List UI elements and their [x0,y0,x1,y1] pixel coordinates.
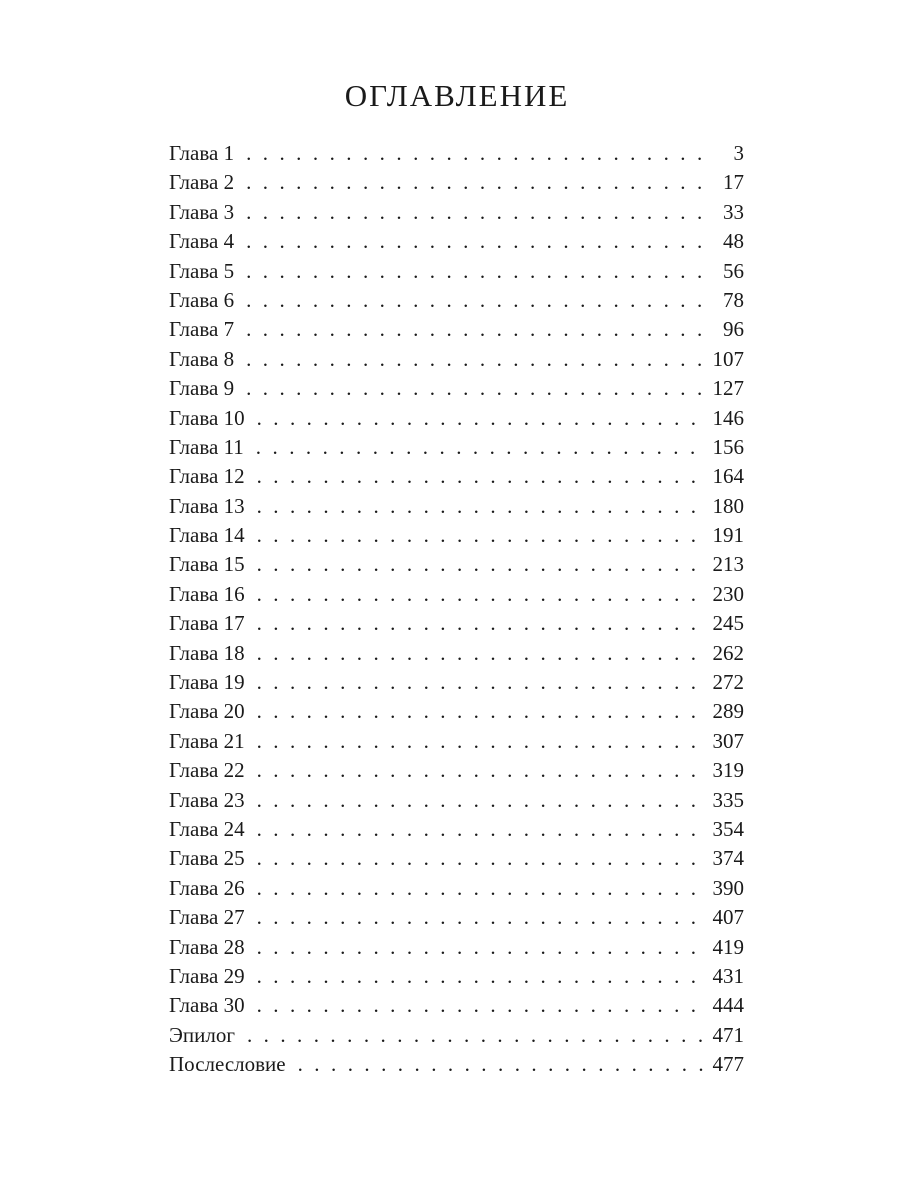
toc-entry-label: Глава 20 [169,699,245,724]
toc-entry-page-number: 471 [712,1022,744,1047]
toc-entry-page-number: 354 [712,816,744,841]
toc-entry-label: Глава 17 [169,611,245,636]
toc-entry-label: Глава 12 [169,464,245,489]
toc-entry-page-number: 127 [712,376,744,401]
toc-entry [169,874,744,903]
toc-entry-label: Глава 10 [169,405,245,430]
toc-entry-page-number: 48 [723,229,744,254]
toc-entry-label: Глава 11 [169,434,244,459]
dot-leader [246,139,708,168]
toc-entry [169,609,744,638]
toc-entry-page-number: 444 [712,993,744,1018]
toc-entry-page-number: 390 [712,875,744,900]
toc-entry [169,962,744,991]
toc-entry-page-number: 180 [712,493,744,518]
toc-entry [169,315,744,344]
dot-leader [257,933,708,962]
toc-entry-page-number: 319 [712,758,744,783]
dot-leader [257,844,708,873]
dot-leader [257,404,708,433]
toc-entry [169,727,744,756]
toc-entry [169,639,744,668]
toc-entry-page-number: 191 [712,523,744,548]
toc-entry-page-number: 3 [733,141,744,165]
toc-entry-label: Глава 21 [169,728,245,753]
toc-entry-page-number: 107 [712,346,744,371]
dot-leader [257,756,708,785]
toc-entry-label: Глава 15 [169,552,245,577]
toc-entry [169,404,744,433]
toc-entry [169,345,744,374]
toc-entry-label: Глава 8 [169,346,235,371]
dot-leader [257,991,708,1020]
toc-entry [169,462,744,491]
toc-entry-label: Глава 2 [169,170,235,195]
toc-entry-page-number: 33 [723,199,744,224]
dot-leader [257,609,708,638]
toc-entry-label: Глава 9 [169,376,235,401]
toc-entry-page-number: 56 [723,258,744,283]
toc-entry-page-number: 78 [723,287,744,312]
toc-entry-label: Послесловие [169,1052,286,1077]
toc-entry-page-number: 164 [712,464,744,489]
toc-entry [169,198,744,227]
table-of-contents [169,139,744,1080]
toc-entry-label: Глава 3 [169,199,235,224]
toc-entry [169,492,744,521]
toc-entry-page-number: 262 [712,640,744,665]
toc-entry-label: Глава 16 [169,581,245,606]
toc-entry [169,844,744,873]
toc-entry-label: Глава 23 [169,787,245,812]
toc-entry [169,433,744,462]
toc-entry-page-number: 374 [712,846,744,871]
toc-entry [169,697,744,726]
dot-leader [257,815,708,844]
dot-leader [247,1021,708,1050]
toc-entry-page-number: 272 [712,670,744,695]
dot-leader [298,1050,708,1079]
toc-entry-label: Глава 27 [169,905,245,930]
dot-leader [246,168,708,197]
toc-entry-page-number: 407 [712,905,744,930]
toc-entry-page-number: 213 [712,552,744,577]
toc-entry-label: Глава 29 [169,963,245,988]
dot-leader [257,962,708,991]
toc-entry [169,139,744,168]
toc-entry [169,257,744,286]
toc-entry-page-number: 146 [712,405,744,430]
toc-entry [169,991,744,1020]
toc-entry-page-number: 307 [712,728,744,753]
toc-entry [169,786,744,815]
toc-entry [169,933,744,962]
toc-entry-label: Глава 19 [169,670,245,695]
dot-leader [257,462,708,491]
toc-entry-page-number: 419 [712,934,744,959]
toc-entry-label: Глава 1 [169,141,235,165]
toc-entry-label: Глава 13 [169,493,245,518]
dot-leader [257,492,708,521]
dot-leader [257,668,708,697]
dot-leader [246,315,708,344]
toc-entry [169,668,744,697]
page-title: ОГЛАВЛЕНИЕ [344,78,570,113]
dot-leader [257,786,708,815]
toc-entry-label: Глава 26 [169,875,245,900]
dot-leader [257,727,708,756]
toc-entry [169,756,744,785]
toc-entry-label: Глава 4 [169,229,235,254]
toc-entry [169,1050,744,1079]
dot-leader [246,198,708,227]
toc-entry-page-number: 289 [712,699,744,724]
dot-leader [257,521,708,550]
toc-entry-page-number: 245 [712,611,744,636]
dot-leader [246,374,708,403]
toc-entry-label: Глава 18 [169,640,245,665]
toc-entry [169,521,744,550]
dot-leader [257,550,708,579]
toc-entry-label: Глава 6 [169,287,235,312]
toc-entry [169,227,744,256]
toc-entry-label: Глава 14 [169,523,245,548]
dot-leader [246,345,708,374]
toc-entry-label: Глава 7 [169,317,235,342]
toc-entry-page-number: 230 [712,581,744,606]
dot-leader [257,697,708,726]
toc-entry-page-number: 96 [723,317,744,342]
dot-leader [257,639,708,668]
toc-entry-page-number: 156 [712,434,744,459]
dot-leader [257,580,708,609]
toc-entry-label: Эпилог [169,1022,235,1047]
dot-leader [256,433,708,462]
toc-entry-page-number: 335 [712,787,744,812]
toc-entry [169,286,744,315]
toc-entry [169,374,744,403]
toc-entry [169,580,744,609]
toc-entry-page-number: 477 [712,1052,744,1077]
dot-leader [246,286,708,315]
toc-entry-page-number: 431 [712,963,744,988]
toc-entry [169,168,744,197]
dot-leader [257,903,708,932]
dot-leader [257,874,708,903]
dot-leader [246,227,708,256]
toc-entry [169,815,744,844]
toc-entry [169,903,744,932]
toc-entry-label: Глава 5 [169,258,235,283]
toc-entry [169,1021,744,1050]
toc-entry-label: Глава 28 [169,934,245,959]
toc-entry-label: Глава 22 [169,758,245,783]
toc-entry-label: Глава 25 [169,846,245,871]
dot-leader [246,257,708,286]
toc-entry [169,550,744,579]
toc-entry-label: Глава 30 [169,993,245,1018]
toc-entry-page-number: 17 [723,170,744,195]
toc-entry-label: Глава 24 [169,816,245,841]
